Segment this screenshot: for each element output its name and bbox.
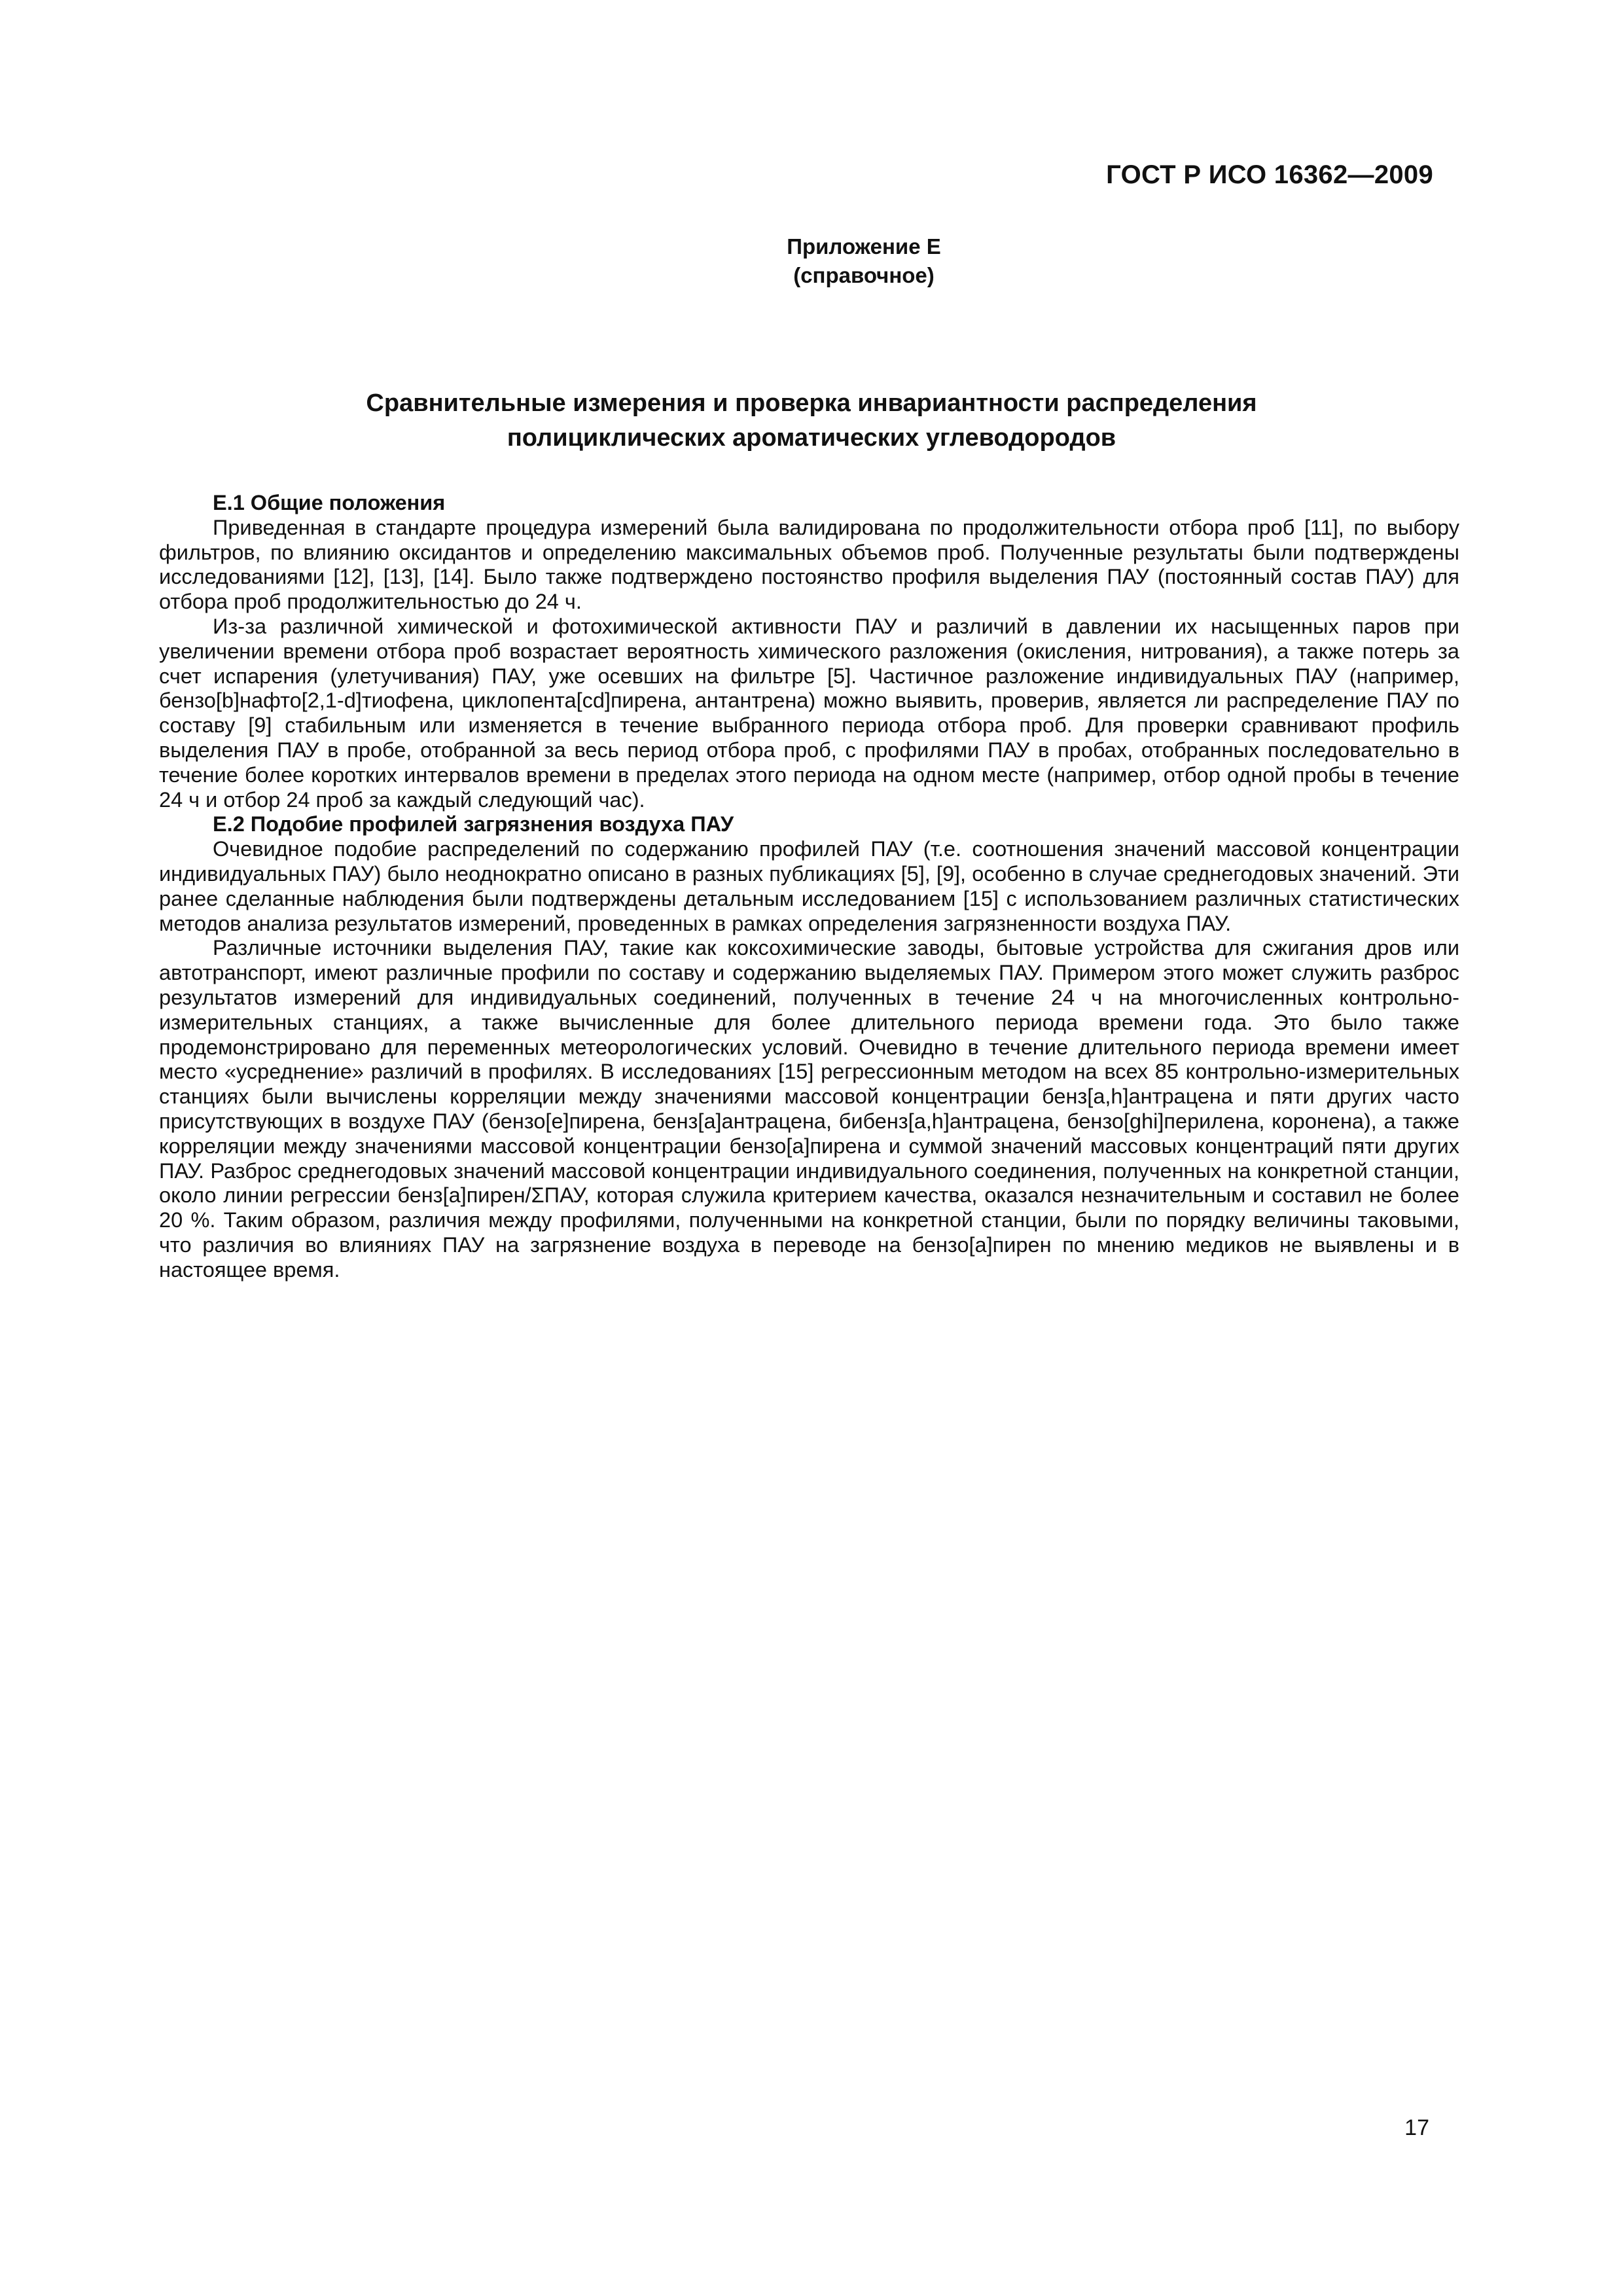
section-heading-e1: Е.1 Общие положения [213,491,446,514]
annex-heading [0,232,1623,290]
paragraph: Из-за различной химической и фотохимической активности ПАУ и различий в давлении их насыщенных паров при увеличении времени отбора проб возрастает вероятность химического разложения (окисления, нитрования), а также потерь за счет испарения (улетучивания) ПАУ, уже осевших на фильтре [5]. Частичное разложение индивидуальных ПАУ (например, бензо[b]нафто[2,1-d]тиофена, циклопента[cd]пирена, антантрена) можно выявить, проверив, является ли распределение ПАУ по составу [9] стабильным или изменяется в течение выбранного периода отбора проб. Для проверки сравнивают профиль выделения ПАУ в пробе, отобранной за весь период отбора проб, с профилями ПАУ в пробах, отобранных последовательно в течение более коротких интервалов времени в пределах этого периода на одном месте (например, отбор одной пробы в течение 24 ч и отбор 24 проб за каждый следующий час). [159,614,1459,812]
title-line-1: Сравнительные измерения и проверка инвариантности распределения [366,389,1257,417]
paragraph: Приведенная в стандарте процедура измерений была валидирована по продолжительности отбора проб [11], по выбору фильтров, по влиянию оксидантов и определению максимальных объемов проб. Полученные результаты были подтверждены исследованиями [12], [13], [14]. Было также подтверждено постоянство профиля выделения ПАУ (постоянный состав ПАУ) для отбора проб продолжительностью до 24 ч. [159,515,1459,614]
annex-label: Приложение Е [787,234,941,259]
annex-status: (справочное) [793,263,935,287]
paragraph: Очевидное подобие распределений по содержанию профилей ПАУ (т.е. соотношения значений массовой концентрации индивидуальных ПАУ) было неоднократно описано в разных публикациях [5], [9], особенно в случае среднегодовых значений. Эти ранее сделанные наблюдения были подтверждены детальным исследованием [15] с использованием различных статистических методов анализа результатов измерений, проведенных в рамках определения загрязненности воздуха ПАУ. [159,837,1459,935]
body-text [159,491,1459,1283]
paragraph: Различные источники выделения ПАУ, такие как коксохимические заводы, бытовые устройства для сжигания дров или автотранспорт, имеют различные профили по составу и содержанию выделяемых ПАУ. Примером этого может служить разброс результатов измерений для индивидуальных соединений, полученных в течение 24 ч на многочисленных контрольно-измерительных станциях, а также вычисленные для более длительного периода времени года. Это было также продемонстрировано для переменных метеорологических условий. Очевидно в течение длительного периода времени имеет место «усреднение» различий в профилях. В исследованиях [15] регрессионным методом на всех 85 контрольно-измерительных станциях были вычислены корреляции между значениями массовой концентрации бенз[a,h]антрацена и пяти других часто присутствующих в воздухе ПАУ (бензо[e]пирена, бенз[a]антрацена, бибенз[a,h]антрацена, бензо[ghi]перилена, коронена), а также корреляции между значениями массовой концентрации бензо[a]пирена и суммой значений массовых концентраций пяти других ПАУ. Разброс среднегодовых значений массовой концентрации индивидуального соединения, полученных на конкретной станции, около линии регрессии бенз[a]пирен/ΣПАУ, которая служила критерием качества, оказался незначительным и составил не более 20 %. Таким образом, различия между профилями, полученными на конкретной станции, были по порядку величины таковыми, что различия во влияниях ПАУ на загрязнение воздуха в переводе на бензо[a]пирен по мнению медиков не выявлены и в настоящее время. [159,936,1459,1282]
title-line-2: полициклических ароматических углеводородов [507,424,1116,452]
document-title [0,386,1623,456]
standard-code: ГОСТ Р ИСО 16362—2009 [1106,160,1433,189]
section-heading-e2: Е.2 Подобие профилей загрязнения воздуха ПАУ [213,812,734,836]
page-number: 17 [1404,2115,1429,2140]
